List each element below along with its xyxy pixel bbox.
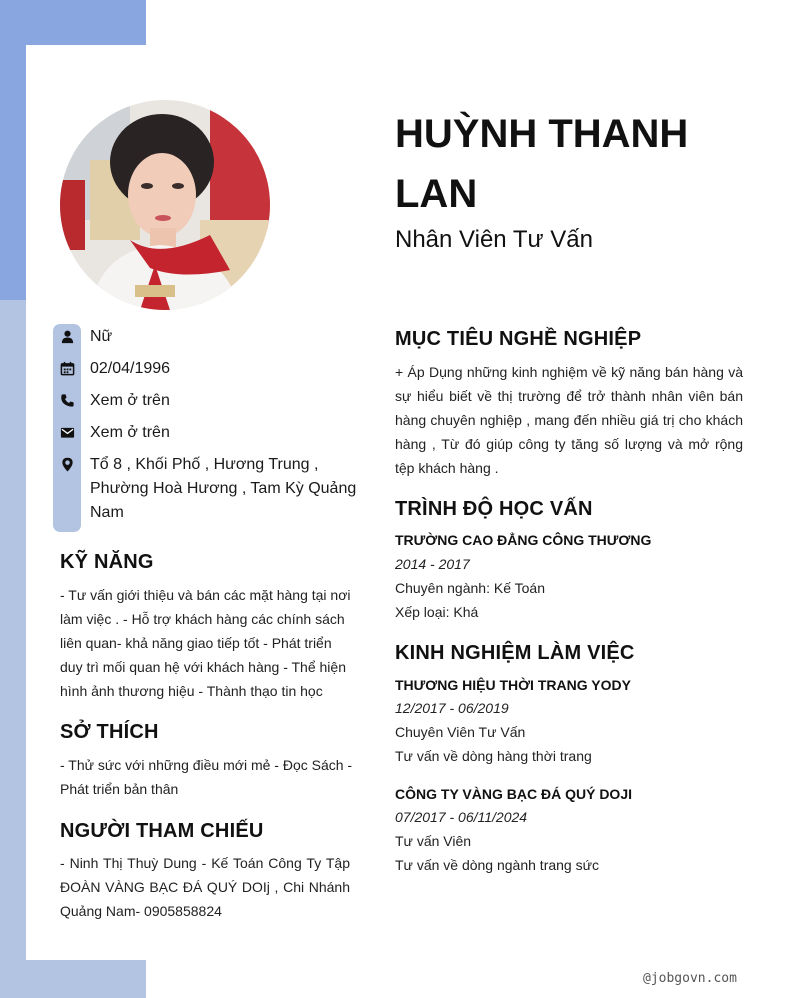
education-major: Chuyên ngành: Kế Toán xyxy=(395,580,545,596)
location-pin-icon xyxy=(60,457,75,472)
contact-email-text: Xem ở trên xyxy=(90,424,170,441)
education-title: TRÌNH ĐỘ HỌC VẤN xyxy=(395,498,593,520)
calendar-icon xyxy=(60,361,75,376)
education-rank: Xếp loại: Khá xyxy=(395,604,479,620)
contact-birthday xyxy=(60,357,360,381)
references-text: - Ninh Thị Thuỳ Dung - Kế Toán Công Ty Tập ĐOÀN VÀNG BẠC ĐÁ QUÝ DOIj , Chi Nhánh Quảng Nam- 0905858824 xyxy=(60,855,350,919)
contact-address-text: Tổ 8 , Khối Phố , Hương Trung , Phường Hoà Hương , Tam Kỳ Quảng Nam xyxy=(90,456,357,521)
objective-text: + Áp Dụng những kinh nghiệm về kỹ năng bán hàng và sự hiểu biết về thị trường để trở thành nhân viên bán hàng chuyên nghiệp , mang đến nhiều giá trị cho khách hàng , Từ đó giúp công ty tăng số lượng và mở rộng tệp khách hàng . xyxy=(395,364,743,476)
job-company: CÔNG TY VÀNG BẠC ĐÁ QUÝ DOJI xyxy=(395,786,632,802)
contact-gender-text: Nữ xyxy=(90,328,113,345)
objective-title: MỤC TIÊU NGHỀ NGHIỆP xyxy=(395,328,642,350)
contact-gender xyxy=(60,325,360,349)
references-title: NGƯỜI THAM CHIẾU xyxy=(60,820,264,842)
candidate-position: Nhân Viên Tư Vấn xyxy=(395,226,593,253)
job-period: 07/2017 - 06/11/2024 xyxy=(395,809,528,825)
education-school: TRƯỜNG CAO ĐẲNG CÔNG THƯƠNG xyxy=(395,532,652,548)
skills-text: - Tư vấn giới thiệu và bán các mặt hàng tại nơi làm việc . - Hỗ trợ khách hàng các chính sách liên quan- khả năng giao tiếp tốt - Phát triển duy trì mối quan hệ với khách hàng - Thể hiện hình ảnh thương hiệu - Thành thạo tin học xyxy=(60,587,351,699)
job-company: THƯƠNG HIỆU THỜI TRANG YODY xyxy=(395,677,631,693)
contact-address xyxy=(60,453,360,525)
phone-icon xyxy=(60,393,75,408)
candidate-name: HUỲNH THANH LAN xyxy=(395,112,689,216)
contact-birthday-text: 02/04/1996 xyxy=(90,360,171,377)
contact-email xyxy=(60,421,360,445)
hobbies-title: SỞ THÍCH xyxy=(60,721,159,743)
mail-icon xyxy=(60,425,75,440)
user-icon xyxy=(60,329,75,344)
skills-title: KỸ NĂNG xyxy=(60,551,154,573)
decor-band-bottom xyxy=(0,960,146,998)
job-period: 12/2017 - 06/2019 xyxy=(395,700,509,716)
hobbies-text: - Thử sức với những điều mới mẻ - Đọc Sách - Phát triển bản thân xyxy=(60,757,353,797)
job-role: Tư vấn Viên xyxy=(395,833,472,849)
contact-phone xyxy=(60,389,360,413)
contact-phone-text: Xem ở trên xyxy=(90,392,170,409)
watermark: @jobgovn.com xyxy=(643,971,737,986)
job-description: Tư vấn về dòng ngành trang sức xyxy=(395,857,599,873)
job-description: Tư vấn về dòng hàng thời trang xyxy=(395,748,592,764)
avatar xyxy=(60,100,270,310)
job-role: Chuyên Viên Tư Vấn xyxy=(395,724,526,740)
experience-title: KINH NGHIỆM LÀM VIỆC xyxy=(395,642,635,664)
education-period: 2014 - 2017 xyxy=(395,556,470,572)
